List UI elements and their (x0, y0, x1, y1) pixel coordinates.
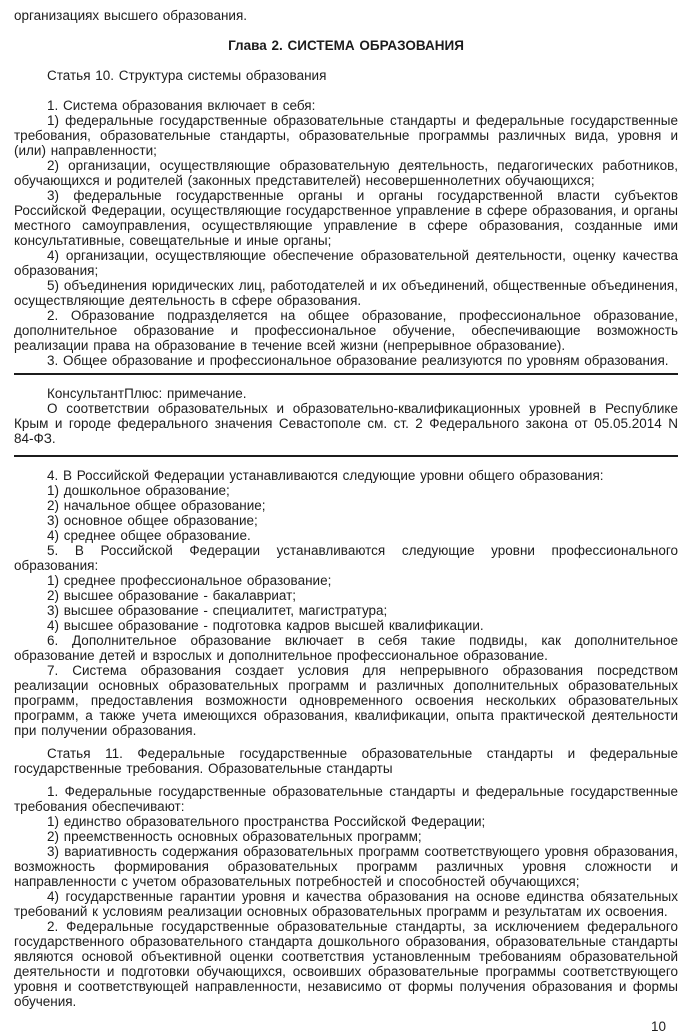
paragraph: 5. В Российской Федерации устанавливаются следующие уровни профессионального образования: (14, 543, 678, 573)
paragraph: 4) организации, осуществляющие обеспечение образовательной деятельности, оценку качества образования; (14, 248, 678, 278)
paragraph: 2) начальное общее образование; (47, 498, 266, 513)
page-number: 10 (650, 1019, 666, 1034)
paragraph: 1) среднее профессиональное образование; (47, 573, 332, 588)
paragraph: 6. Дополнительное образование включает в себя такие подвиды, как дополнительное образование детей и взрослых и дополнительное профессиональное образование. (14, 633, 678, 663)
paragraph: 2) организации, осуществляющие образовательную деятельность, педагогических работников, обучающихся и родителей (законных представителей) несовершеннолетних обучающихся; (14, 158, 678, 188)
paragraph: 4) государственные гарантии уровня и качества образования на основе единства обязательных требований к условиям реализации основных образовательных программ и результатам их освоения. (14, 889, 678, 919)
paragraph: 3) федеральные государственные органы и органы государственной власти субъектов Российской Федерации, осуществляющие государственное управление в сфере образования, и органы местного самоуправления, осуществляющие управление в сфере образования, созданные ими консультативные, совещательные и иные органы; (14, 188, 678, 248)
chapter-heading: Глава 2. СИСТЕМА ОБРАЗОВАНИЯ (228, 38, 464, 53)
paragraph: 1. Система образования включает в себя: (47, 98, 316, 113)
article-10-title: Статья 10. Структура системы образования (47, 68, 327, 83)
paragraph: 3) высшее образование - специалитет, магистратура; (47, 603, 388, 618)
paragraph: 4. В Российской Федерации устанавливаются следующие уровни общего образования: (47, 468, 604, 483)
article-11-title: Статья 11. Федеральные государственные образовательные стандарты и федеральные государственные требования. Образовательные стандарты (14, 746, 678, 776)
separator-line-top (14, 373, 678, 375)
paragraph: 3. Общее образование и профессиональное образование реализуются по уровням образования. (47, 353, 669, 368)
paragraph: 1. Федеральные государственные образовательные стандарты и федеральные государственные требования обеспечивают: (14, 784, 678, 814)
paragraph: 2) преемственность основных образовательных программ; (47, 829, 422, 844)
continuation-paragraph: организациях высшего образования. (14, 8, 248, 23)
paragraph: 4) среднее общее образование. (47, 528, 251, 543)
paragraph: 1) единство образовательного пространства Российской Федерации; (47, 814, 486, 829)
separator-line-bottom (14, 455, 678, 457)
consultant-note-text: О соответствии образовательных и образовательно-квалификационных уровней в Республике Крым и городе федерального значения Севастополе см. ст. 2 Федерального закона от 05.05.2014 N 84-ФЗ. (14, 401, 678, 446)
paragraph: 3) основное общее образование; (47, 513, 258, 528)
consultant-note-label: КонсультантПлюс: примечание. (47, 386, 247, 401)
paragraph: 2. Федеральные государственные образовательные стандарты, за исключением федерального государственного образовательного стандарта дошкольного образования, образовательные стандарты являются основой объективной оценки соответствия установленным требованиям образовательной деятельности и подготовки обучающихся, освоивших образовательные программы соответствующего уровня и соответствующей направленности, независимо от формы получения образования и формы обучения. (14, 919, 678, 1009)
paragraph: 2. Образование подразделяется на общее образование, профессиональное образование, дополнительное образование и профессиональное обучение, обеспечивающие возможность реализации права на образование в течение всей жизни (непрерывное образование). (14, 308, 678, 353)
paragraph: 3) вариативность содержания образовательных программ соответствующего уровня образования, возможность формирования образовательных программ различных уровня сложности и направленности с учетом образовательных потребностей и способностей обучающихся; (14, 844, 678, 889)
paragraph: 2) высшее образование - бакалавриат; (47, 588, 297, 603)
paragraph: 4) высшее образование - подготовка кадров высшей квалификации. (47, 618, 484, 633)
paragraph: 5) объединения юридических лиц, работодателей и их объединений, общественные объединения, осуществляющие деятельность в сфере образования. (14, 278, 678, 308)
paragraph: 1) дошкольное образование; (47, 483, 230, 498)
paragraph: 7. Система образования создает условия для непрерывного образования посредством реализации основных образовательных программ и различных дополнительных образовательных программ, предоставления возможности одновременного освоения нескольких образовательных программ, а также учета имеющихся образования, квалификации, опыта практической деятельности при получении образования. (14, 663, 678, 738)
paragraph: 1) федеральные государственные образовательные стандарты и федеральные государственные требования, образовательные стандарты, образовательные программы различных вида, уровня и (или) направленности; (14, 113, 678, 158)
